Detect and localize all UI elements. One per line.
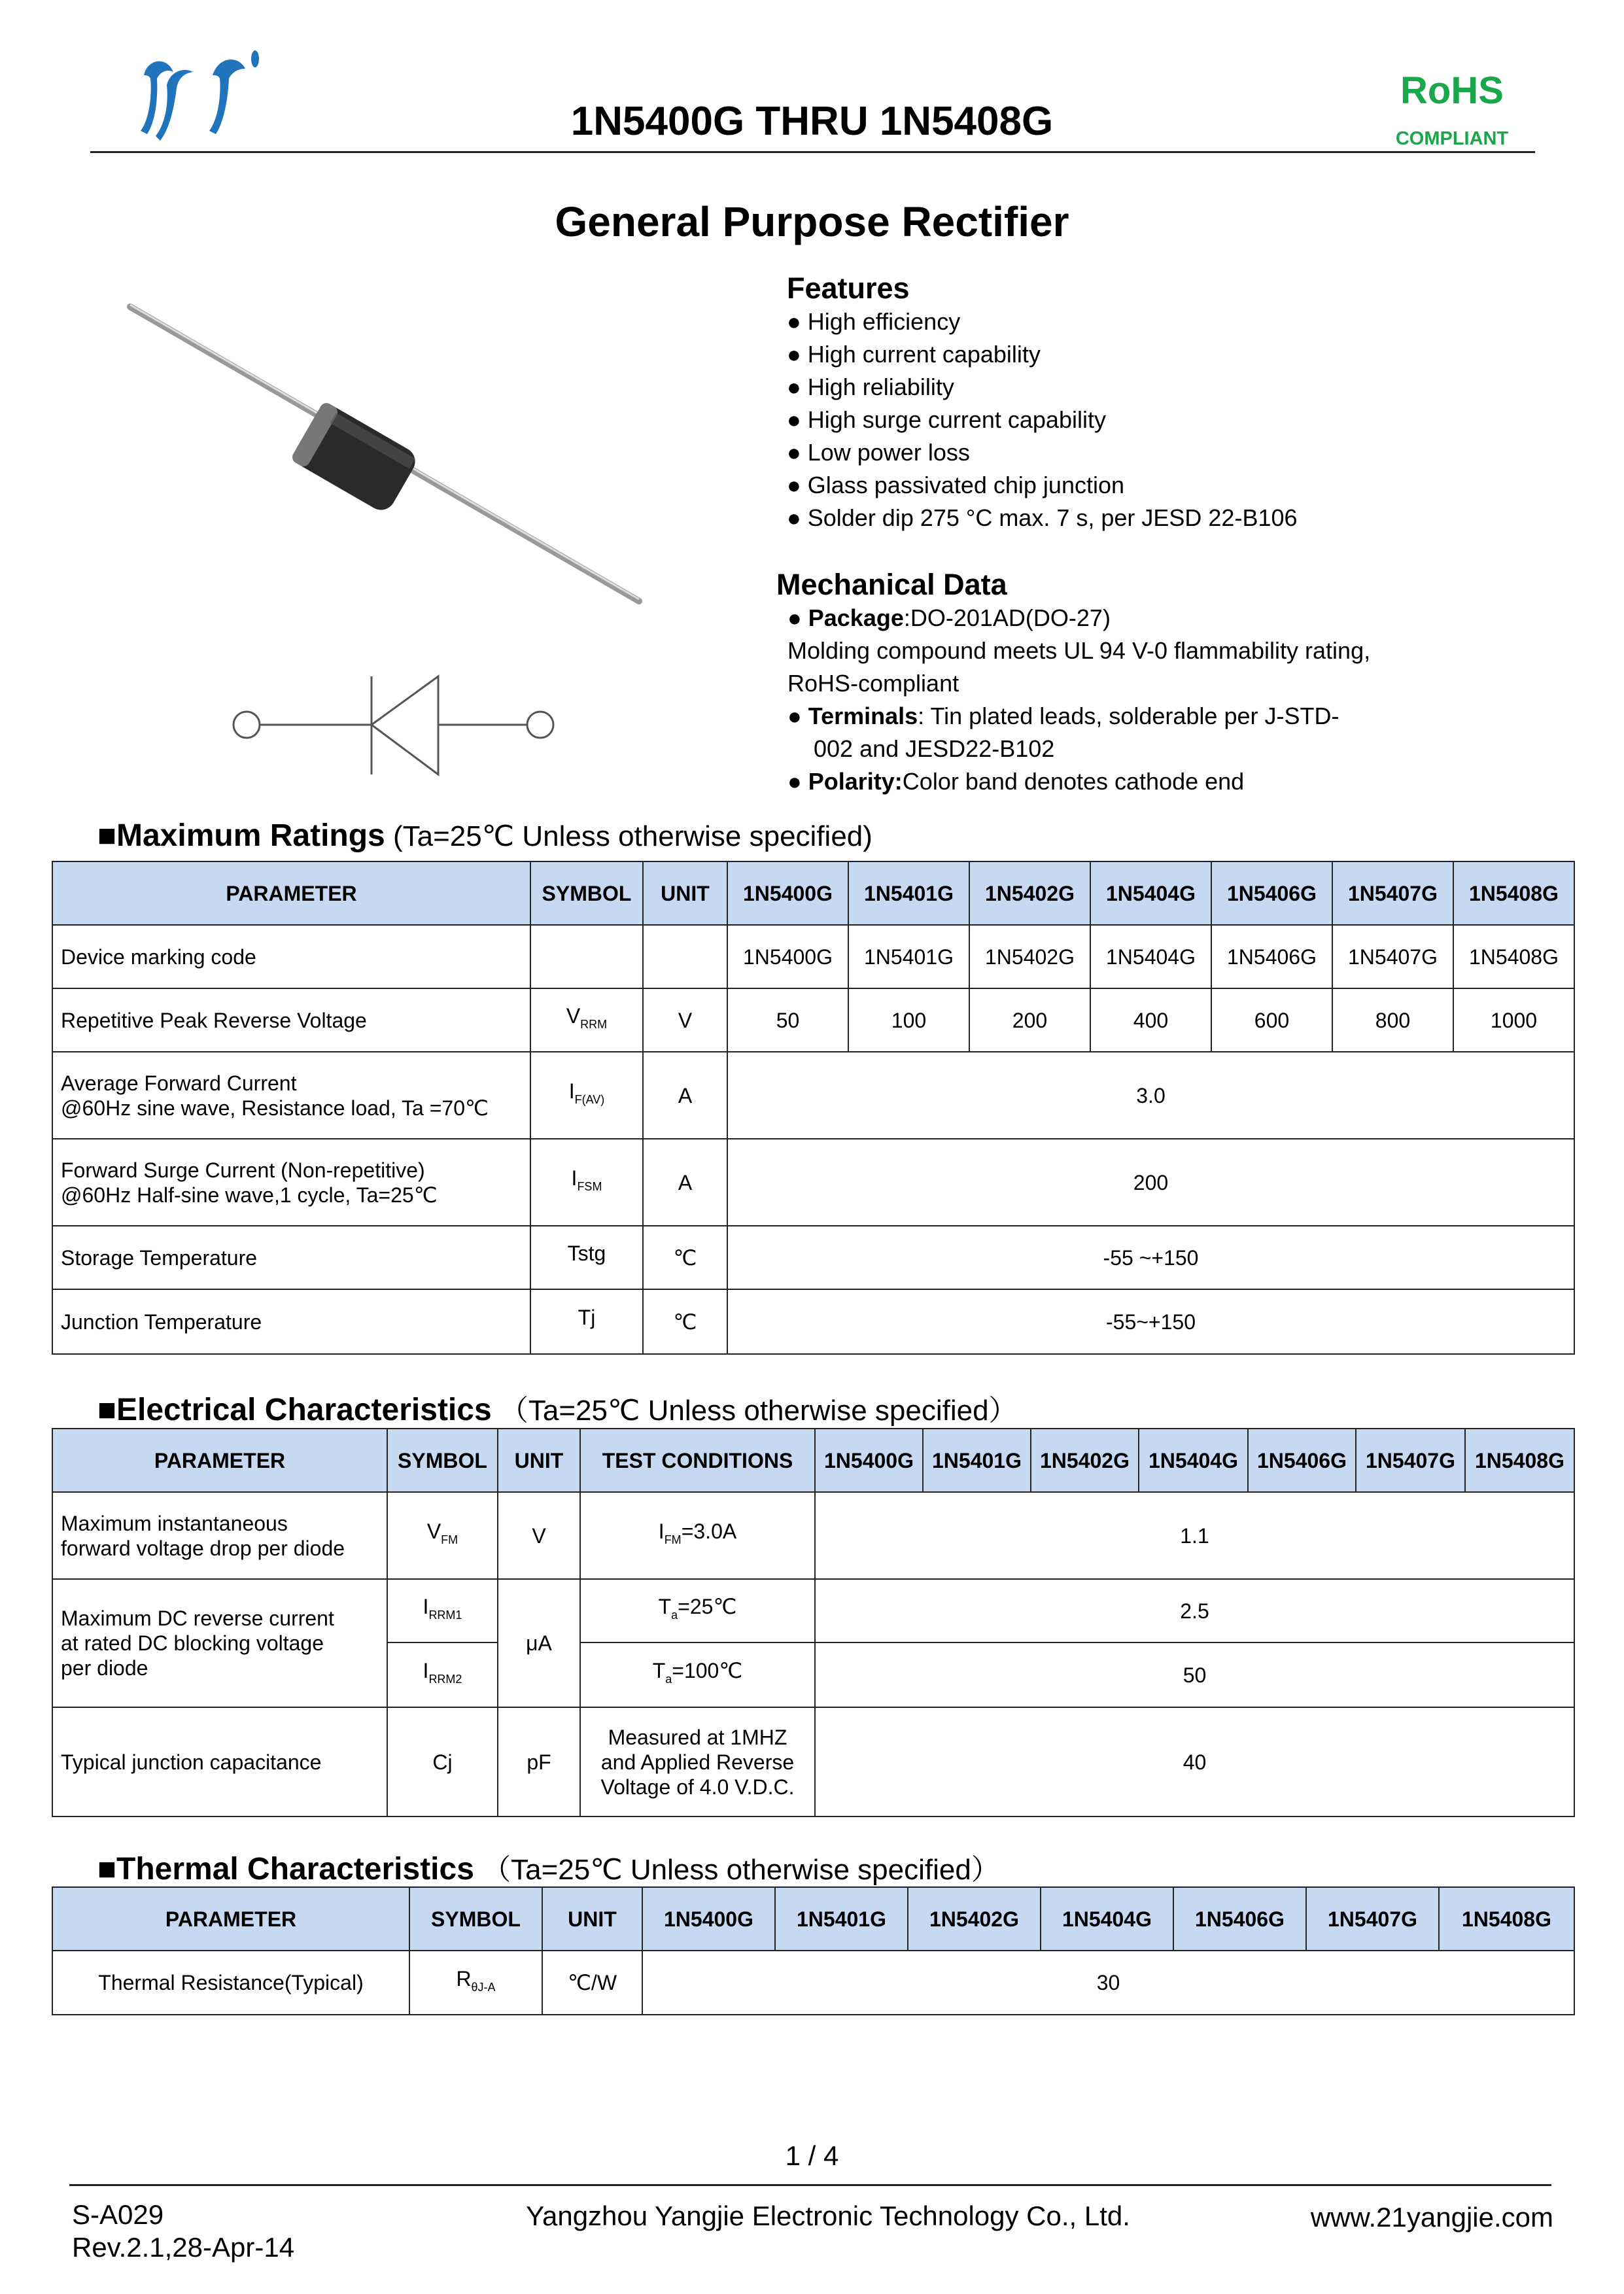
text-line: and Applied Reverse (600, 1750, 795, 1774)
text-line: @60Hz Half-sine wave,1 cycle, Ta=25℃ (61, 1183, 438, 1207)
column-header: 1N5402G (908, 1887, 1041, 1951)
unit-cell: μA (498, 1579, 580, 1707)
value-cell: 50 (727, 988, 848, 1052)
parameter-cell (52, 1492, 387, 1579)
cond: T (658, 1595, 672, 1618)
symbol-subscript: θJ-A (471, 1980, 496, 1994)
unit-cell: V (643, 988, 727, 1052)
symbol-cell (530, 925, 643, 988)
value-cell: 200 (969, 988, 1090, 1052)
table-row (52, 1707, 1574, 1816)
company-name: Yangzhou Yangjie Electronic Technology Co., Ltd. (526, 2200, 1130, 2231)
symbol: I (568, 1079, 575, 1103)
symbol-cell (530, 1052, 643, 1139)
column-header: UNIT (542, 1887, 642, 1951)
unit-cell (643, 925, 727, 988)
max-ratings-table (52, 861, 1575, 1355)
thermal-heading: ■Thermal Characteristics (97, 1852, 474, 1886)
text-line: Voltage of 4.0 V.D.C. (600, 1775, 795, 1799)
value-cell: 40 (815, 1707, 1574, 1816)
parameter-cell (52, 1139, 530, 1226)
test-condition-cell (580, 1579, 815, 1642)
table-row (52, 1289, 1574, 1354)
column-header: PARAMETER (52, 1887, 409, 1951)
text-line: Maximum DC reverse current (61, 1607, 334, 1630)
text-line: Maximum instantaneous (61, 1511, 288, 1535)
column-header: 1N5404G (1041, 1887, 1173, 1951)
text-line: Device marking code (61, 945, 256, 969)
max-ratings-title (97, 818, 872, 854)
features-section (787, 271, 1298, 534)
symbol: V (566, 1004, 581, 1028)
symbol-subscript: RRM2 (428, 1673, 462, 1686)
document-title: 1N5400G THRU 1N5408G (570, 99, 1054, 144)
symbol: V (426, 1520, 441, 1543)
table-row (52, 1492, 1574, 1579)
symbol-subscript: FM (441, 1533, 458, 1546)
mechanical-line (787, 667, 1370, 700)
feature-item: ● High reliability (787, 374, 954, 400)
page-number: 1 / 4 (785, 2140, 839, 2171)
text-line: @60Hz sine wave, Resistance load, Ta =70℃ (61, 1096, 489, 1120)
unit-cell: ℃/W (542, 1951, 642, 2015)
column-header: 1N5402G (969, 861, 1090, 925)
unit-cell: ℃ (643, 1226, 727, 1289)
column-header: SYMBOL (409, 1887, 542, 1951)
cond-subscript: a (671, 1608, 678, 1622)
mechanical-text: 002 and JESD22-B102 (787, 735, 1055, 762)
column-header: 1N5401G (775, 1887, 908, 1951)
column-header: 1N5408G (1453, 861, 1574, 925)
mechanical-line (787, 602, 1370, 634)
thermal-table (52, 1886, 1575, 2015)
text-line: Measured at 1MHZ (608, 1725, 787, 1749)
electrical-table (52, 1428, 1575, 1817)
column-header: 1N5400G (642, 1887, 775, 1951)
value-cell: 1000 (1453, 988, 1574, 1052)
mechanical-label: Polarity: (808, 768, 903, 795)
electrical-heading: ■Electrical Characteristics (97, 1393, 492, 1427)
feature-item: ● High surge current capability (787, 406, 1106, 433)
table-row (52, 1226, 1574, 1289)
symbol-cell (387, 1579, 498, 1642)
text-line: Typical junction capacitance (61, 1750, 322, 1774)
text-line: per diode (61, 1656, 148, 1680)
max-ratings-note: (Ta=25℃ Unless otherwise specified) (392, 820, 872, 852)
symbol-cell (387, 1492, 498, 1579)
column-header: UNIT (498, 1429, 580, 1492)
value-cell: 800 (1332, 988, 1453, 1052)
cond: =100℃ (672, 1659, 743, 1682)
value-cell: 3.0 (727, 1052, 1574, 1139)
bullet: ● (787, 768, 808, 795)
mechanical-line (787, 765, 1370, 798)
table-row (52, 1052, 1574, 1139)
column-header: 1N5401G (923, 1429, 1031, 1492)
thermal-title (97, 1846, 1000, 1888)
mechanical-label: Terminals (808, 703, 918, 729)
bullet: ● (787, 604, 808, 631)
table-row (52, 925, 1574, 988)
value-cell: 400 (1090, 988, 1211, 1052)
symbol-cell (409, 1951, 542, 2015)
unit-cell: A (643, 1052, 727, 1139)
value-cell: 200 (727, 1139, 1574, 1226)
column-header: UNIT (643, 861, 727, 925)
header-row (52, 861, 1574, 925)
test-condition-cell (580, 1492, 815, 1579)
value-cell: 1N5401G (848, 925, 969, 988)
thermal-note: （Ta=25℃ Unless otherwise specified） (482, 1854, 1000, 1886)
test-condition-cell (580, 1707, 815, 1816)
text-line: Storage Temperature (61, 1245, 258, 1270)
text-line: Junction Temperature (61, 1310, 262, 1334)
electrical-note: （Ta=25℃ Unless otherwise specified） (499, 1395, 1018, 1427)
text-line: Average Forward Current (61, 1071, 297, 1095)
parameter-cell (52, 1052, 530, 1139)
column-header: SYMBOL (387, 1429, 498, 1492)
cond: T (652, 1659, 666, 1682)
parameter-cell (52, 988, 530, 1052)
mechanical-line (787, 634, 1370, 667)
column-header: 1N5400G (727, 861, 848, 925)
symbol-cell: Cj (387, 1707, 498, 1816)
website: www.21yangjie.com (1310, 2202, 1553, 2233)
parameter-cell (52, 1707, 387, 1816)
column-header: 1N5407G (1306, 1887, 1439, 1951)
header-row (52, 1887, 1574, 1951)
column-header: 1N5408G (1439, 1887, 1574, 1951)
mechanical-text: :DO-201AD(DO-27) (903, 604, 1111, 631)
value-cell: -55 ~+150 (727, 1226, 1574, 1289)
value-cell: 30 (642, 1951, 1574, 2015)
header-divider (90, 151, 1535, 153)
column-header: PARAMETER (52, 861, 530, 925)
feature-item: ● Low power loss (787, 439, 970, 466)
value-cell: 1N5402G (969, 925, 1090, 988)
value-cell: 600 (1211, 988, 1332, 1052)
value-cell: 50 (815, 1642, 1574, 1707)
symbol-subscript: RRM (580, 1018, 608, 1031)
parameter-cell: Thermal Resistance(Typical) (52, 1951, 409, 2015)
footer-divider (69, 2184, 1551, 2186)
column-header: 1N5407G (1332, 861, 1453, 925)
symbol-subscript: FSM (577, 1180, 602, 1193)
mechanical-text: Color band denotes cathode end (902, 768, 1245, 795)
mechanical-label: Package (808, 604, 904, 631)
value-cell: 2.5 (815, 1579, 1574, 1642)
mechanical-text: : Tin plated leads, solderable per J-STD- (918, 703, 1339, 729)
value-cell: 100 (848, 988, 969, 1052)
features-heading: Features (787, 271, 910, 305)
column-header: 1N5408G (1465, 1429, 1574, 1492)
unit-cell: V (498, 1492, 580, 1579)
column-header: 1N5406G (1248, 1429, 1356, 1492)
value-cell: 1N5400G (727, 925, 848, 988)
symbol: Tj (578, 1306, 596, 1329)
max-ratings-heading: ■Maximum Ratings (97, 818, 385, 853)
symbol: I (571, 1166, 578, 1190)
column-header: 1N5401G (848, 861, 969, 925)
symbol-cell (530, 1139, 643, 1226)
column-header: 1N5404G (1139, 1429, 1248, 1492)
feature-item: ● High current capability (787, 341, 1041, 368)
mechanical-data-section (776, 568, 1370, 798)
text-line: Repetitive Peak Reverse Voltage (61, 1008, 367, 1032)
cond: I (658, 1520, 665, 1543)
mechanical-line (787, 733, 1370, 765)
text-line: Forward Surge Current (Non-repetitive) (61, 1158, 425, 1182)
column-header: 1N5407G (1356, 1429, 1465, 1492)
column-header: TEST CONDITIONS (580, 1429, 815, 1492)
diode-symbol (229, 674, 556, 778)
unit-cell: pF (498, 1707, 580, 1816)
document-code: S-A029 (72, 2199, 164, 2230)
value-cell: 1N5404G (1090, 925, 1211, 988)
cond: =3.0A (681, 1520, 737, 1543)
column-header: 1N5406G (1211, 861, 1332, 925)
electrical-title (97, 1387, 1018, 1429)
unit-cell: A (643, 1139, 727, 1226)
cond-subscript: FM (664, 1533, 682, 1546)
symbol: I (423, 1659, 429, 1682)
rohs-compliant-label: COMPLIANT (1395, 128, 1509, 149)
page-subtitle: General Purpose Rectifier (555, 198, 1069, 245)
table-row (52, 1951, 1574, 2015)
unit-cell: ℃ (643, 1289, 727, 1354)
table-row (52, 988, 1574, 1052)
symbol-cell (530, 1289, 643, 1354)
cond: =25℃ (678, 1595, 737, 1618)
column-header: PARAMETER (52, 1429, 387, 1492)
symbol-subscript: RRM1 (428, 1608, 462, 1622)
column-header: 1N5406G (1173, 1887, 1306, 1951)
mechanical-heading: Mechanical Data (776, 568, 1007, 601)
symbol: R (456, 1966, 472, 1990)
feature-item: ● Glass passivated chip junction (787, 472, 1125, 498)
column-header: SYMBOL (530, 861, 643, 925)
parameter-cell (52, 1226, 530, 1289)
parameter-cell (52, 925, 530, 988)
rohs-badge: RoHS (1400, 69, 1504, 112)
symbol-subscript: F(AV) (574, 1093, 605, 1106)
parameter-cell (52, 1579, 387, 1707)
table-row (52, 1579, 1574, 1642)
symbol-cell (530, 1226, 643, 1289)
value-cell: 1N5406G (1211, 925, 1332, 988)
diode-package-image (118, 294, 654, 615)
symbol: Tstg (567, 1242, 606, 1265)
column-header: 1N5400G (815, 1429, 923, 1492)
value-cell: -55~+150 (727, 1289, 1574, 1354)
revision: Rev.2.1,28-Apr-14 (72, 2232, 295, 2263)
header-row (52, 1429, 1574, 1492)
symbol-cell (530, 988, 643, 1052)
table-row (52, 1139, 1574, 1226)
column-header: 1N5402G (1031, 1429, 1139, 1492)
symbol: I (423, 1595, 429, 1618)
bullet: ● (787, 703, 808, 729)
feature-item: ● High efficiency (787, 308, 961, 335)
value-cell: 1.1 (815, 1492, 1574, 1579)
value-cell: 1N5408G (1453, 925, 1574, 988)
text-line: at rated DC blocking voltage (61, 1631, 324, 1655)
mechanical-line (787, 700, 1370, 733)
text-line: forward voltage drop per diode (61, 1536, 345, 1560)
symbol-cell (387, 1642, 498, 1707)
mechanical-text: RoHS-compliant (787, 670, 959, 697)
parameter-cell (52, 1289, 530, 1354)
feature-item: ● Solder dip 275 °C max. 7 s, per JESD 22-B106 (787, 504, 1298, 531)
value-cell: 1N5407G (1332, 925, 1453, 988)
cond-subscript: a (665, 1673, 672, 1686)
mechanical-text: Molding compound meets UL 94 V-0 flammability rating, (787, 637, 1371, 664)
test-condition-cell (580, 1642, 815, 1707)
column-header: 1N5404G (1090, 861, 1211, 925)
